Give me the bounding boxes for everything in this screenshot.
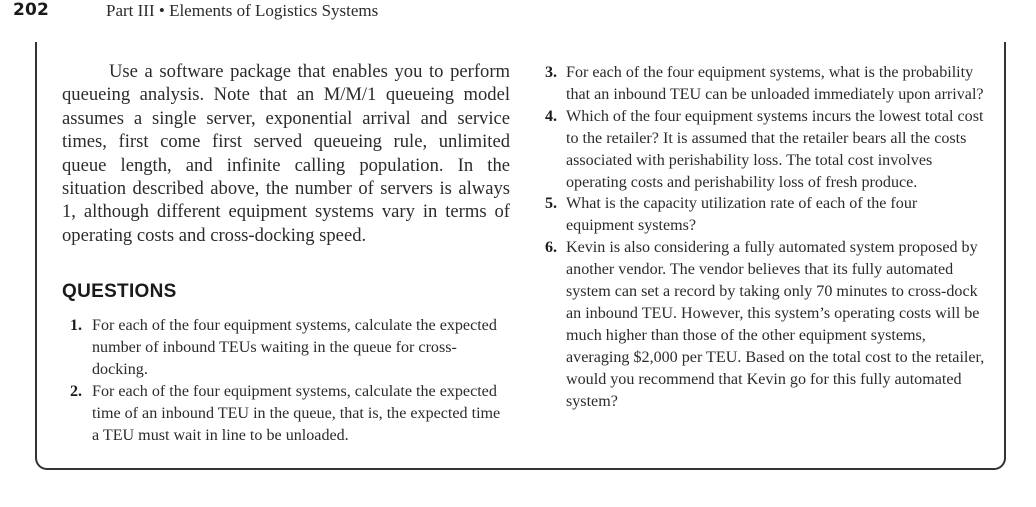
question-number: 6. <box>545 239 558 257</box>
left-column <box>62 60 510 447</box>
question-text: Which of the four equipment systems incurs the lowest total cost to the retailer? It is assumed that the retailer bears all the costs associated with perishability loss. The total cost involves operating costs and perishability loss of fresh produce. <box>566 107 984 191</box>
question-5 <box>541 193 989 237</box>
question-6 <box>541 237 989 412</box>
question-text: Kevin is also considering a fully automated system proposed by another vendor. The vendor believes that its fully automated system can set a record by taking only 70 minutes to cross-dock an inbound TEU. However, this system’s operating costs will be much higher than those of the other equipment systems, averaging $2,000 per TEU. Based on the total cost to the retailer, would you recommend that Kevin go for this fully automated system? <box>566 239 985 410</box>
question-4 <box>541 106 989 194</box>
question-text: For each of the four equipment systems, calculate the expected number of inbound TEUs waiting in the queue for cross-docking. <box>92 317 497 379</box>
right-column <box>541 62 989 413</box>
page-header <box>0 0 1036 30</box>
questions-heading: QUESTIONS <box>62 281 177 303</box>
question-1 <box>62 315 510 381</box>
question-text: For each of the four equipment systems, calculate the expected time of an inbound TEU in the queue, that is, the expected time a TEU must wait in line to be unloaded. <box>92 382 501 444</box>
question-number: 4. <box>545 107 558 125</box>
questions-list-left <box>62 315 510 446</box>
question-number: 5. <box>545 195 558 213</box>
questions-list-right <box>541 62 989 413</box>
page-number: 202 <box>13 0 50 20</box>
intro-paragraph: Use a software package that enables you to perform queueing analysis. Note that an M/M/1 queueing model assumes a single server, exponential arrival and service times, first come first served queueing rule, unlimited queue length, and infinite calling population. In the situation described above, the number of servers is always 1, although different equipment systems vary in terms of operating costs and cross-docking speed. <box>62 61 510 246</box>
question-3 <box>541 62 989 106</box>
question-number: 1. <box>70 317 83 335</box>
question-number: 3. <box>545 64 558 81</box>
question-text: For each of the four equipment systems, what is the probability that an inbound TEU can be unloaded immediately upon arrival? <box>566 64 984 103</box>
case-box <box>35 42 1006 470</box>
question-text: What is the capacity utilization rate of each of the four equipment systems? <box>566 195 918 235</box>
question-2 <box>62 381 510 447</box>
running-head: Part III • Elements of Logistics Systems <box>106 1 379 20</box>
question-number: 2. <box>70 382 83 400</box>
